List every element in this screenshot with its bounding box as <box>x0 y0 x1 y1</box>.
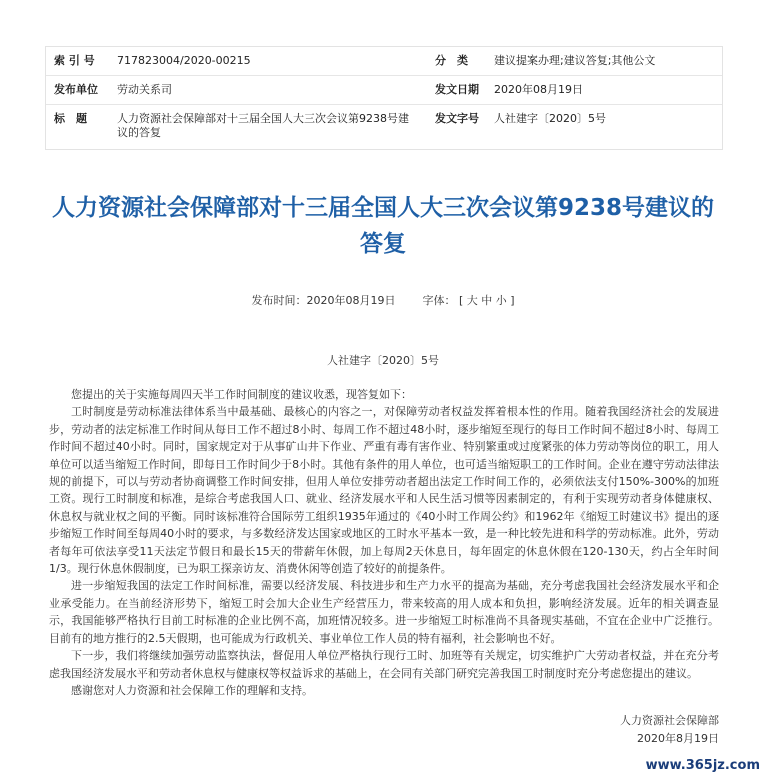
metadata-row-index <box>46 47 722 76</box>
category-value: 建议提案办理;建议答复;其他公文 <box>494 54 656 67</box>
title-value: 人力资源社会保障部对十三届全国人大三次会议第9238号建议的答复 <box>117 112 409 139</box>
title-label: 标 题 <box>54 112 87 125</box>
font-size-selector[interactable]: [ 大 中 小 ] <box>458 294 515 307</box>
publish-time: 发布时间：2020年08月19日 <box>251 294 396 307</box>
signature-org: 人力资源社会保障部 <box>620 714 719 727</box>
publish-info <box>0 292 766 308</box>
paragraph: 下一步，我们将继续加强劳动监察执法，督促用人单位严格执行现行工时、加班等有关规定，切实维护广大劳动者权益，并在充分考虑我国经济发展水平和劳动者休息权与健康权等权益诉求的基础上，在会同有关部门研究完善我国工时制度时充分考虑您提出的建议。 <box>49 649 719 680</box>
site-watermark: www.365jz.com <box>645 758 760 773</box>
category-label: 分 类 <box>435 54 468 67</box>
doc-number-value: 人社建字〔2020〕5号 <box>494 112 606 125</box>
index-number-label: 索 引 号 <box>54 54 95 67</box>
metadata-table <box>45 46 723 150</box>
metadata-row-issuer <box>46 76 722 105</box>
index-number-value: 717823004/2020-00215 <box>117 54 251 67</box>
issuer-label: 发布单位 <box>54 83 98 96</box>
document-body <box>49 386 719 699</box>
issuer-value: 劳动关系司 <box>117 83 172 96</box>
issue-date-label: 发文日期 <box>435 83 479 96</box>
paragraph: 工时制度是劳动标准法律体系当中最基础、最核心的内容之一，对保障劳动者权益发挥着根本性的作用。随着我国经济社会的发展进步，劳动者的法定标准工作时间从每日工作不超过8小时、每周工作不超过48小时，逐步缩短至现行的每日工作时间不超过8小时、每周工作时间不超过40小时。同时，国家规定对于从事矿山井下作业、严重有毒有害作业、特别繁重或过度紧张的体力劳动等岗位的职工，用人单位可以适当缩短工作时间，即每日工作时间少于8小时。其他有条件的用人单位，也可适当缩短职工的工作时间。企业在遵守劳动法律法规的前提下，可以与劳动者协商调整工作时间安排，但用人单位安排劳动者超出法定工作时间工作的，必须依法支付150%-300%的加班工资。现行工时制度和标准，是综合考虑我国人口、就业、经济发展水平和人民生活习惯等因素制定的，有利于实现劳动者身体健康权、休息权与就业权之间的平衡。同时该标准符合国际劳工组织1935年通过的《40小时工作周公约》和1962年《缩短工时建议书》提出的逐步缩短工作时间至每周40小时的要求，与多数经济发达国家或地区的工时水平基本一致，是一种比较先进和科学的劳动标准。此外，劳动者每年可依法享受11天法定节假日和最长15天的带薪年休假，加上每周2天休息日，每年固定的休息休假在120-130天，约占全年时间1/3。现行休息休假制度，已为职工探亲访友、消费休闲等创造了较好的前提条件。 <box>49 405 719 576</box>
paragraph-intro: 您提出的关于实施每周四天半工作时间制度的建议收悉，现答复如下： <box>71 388 412 401</box>
paragraph-closing: 感谢您对人力资源和社会保障工作的理解和支持。 <box>71 683 313 697</box>
paragraph: 进一步缩短我国的法定工作时间标准，需要以经济发展、科技进步和生产力水平的提高为基础，充分考虑我国社会经济发展水平和企业承受能力。在当前经济形势下，缩短工时会加大企业生产经营压力，带来较高的用人成本和负担，影响经济发展。近年的相关调查显示，我国能够严格执行目前工时标准的企业比例不高，加班情况较多。进一步缩短工时标准尚不具备现实基础，不宜在企业中广泛推行。目前有的地方推行的2.5天假期，也可能成为行政机关、事业单位工作人员的特有福利，社会影响也不好。 <box>49 579 719 645</box>
document-number: 人社建字〔2020〕5号 <box>327 354 439 367</box>
signature-block <box>620 712 719 748</box>
issue-date-value: 2020年08月19日 <box>494 83 583 96</box>
font-size-label: 字体： <box>422 294 456 307</box>
metadata-row-title <box>46 105 722 149</box>
document-title: 人力资源社会保障部对十三届全国人大三次会议第9238号建议的答复 <box>51 195 714 257</box>
doc-number-label: 发文字号 <box>435 112 479 125</box>
signature-date: 2020年8月19日 <box>637 732 719 745</box>
